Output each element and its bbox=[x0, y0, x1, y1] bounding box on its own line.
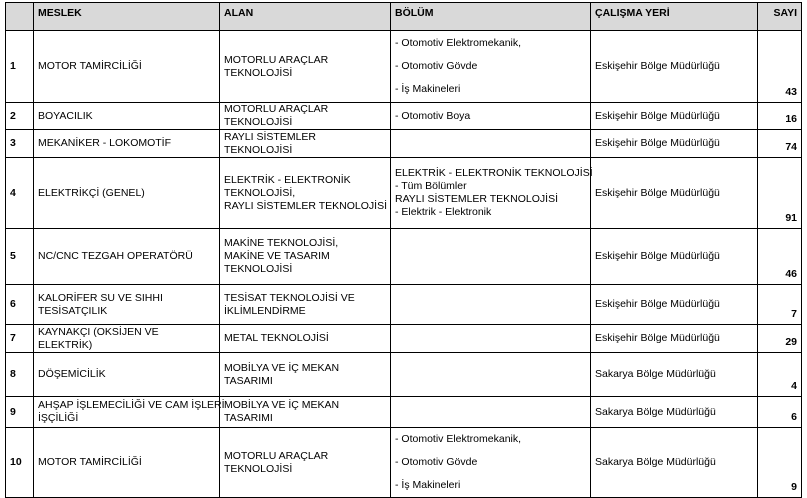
sayi-cell: 7 bbox=[758, 285, 802, 325]
meslek-cell: MEKANİKER - LOKOMOTİF bbox=[34, 130, 220, 158]
row-number: 7 bbox=[6, 325, 34, 353]
table-row bbox=[6, 103, 802, 130]
row-number: 1 bbox=[6, 31, 34, 103]
bolum-cell-line: ELEKTRİK - ELEKTRONİK TEKNOLOJİSİ bbox=[395, 167, 593, 179]
meslek-cell: NC/CNC TEZGAH OPERATÖRÜ bbox=[34, 229, 220, 285]
alan-cell bbox=[220, 229, 391, 285]
header-meslek: MESLEK bbox=[34, 3, 220, 31]
bolum-cell-line: - Tüm Bölümler bbox=[395, 180, 467, 192]
sayi-cell: 16 bbox=[758, 103, 802, 130]
bolum-cell bbox=[391, 31, 591, 103]
bolum-cell bbox=[391, 397, 591, 428]
header-calisma-yeri: ÇALIŞMA YERİ bbox=[591, 3, 758, 31]
table-row bbox=[6, 158, 802, 229]
sayi-cell: 46 bbox=[758, 229, 802, 285]
bolum-cell bbox=[391, 353, 591, 397]
alan-cell-line: MAKİNE VE TASARIM bbox=[224, 250, 330, 262]
alan-cell: RAYLI SİSTEMLER TEKNOLOJİSİ bbox=[220, 130, 391, 158]
header-row bbox=[6, 3, 802, 31]
calisma-yeri-cell: Eskişehir Bölge Müdürlüğü bbox=[591, 130, 758, 158]
alan-cell-line: ELEKTRİK - ELEKTRONİK bbox=[224, 173, 351, 186]
alan-cell: MOBİLYA VE İÇ MEKAN TASARIMI bbox=[220, 397, 391, 428]
table-body bbox=[6, 31, 802, 498]
row-number: 3 bbox=[6, 130, 34, 158]
meslek-cell: MOTOR TAMİRCİLİĞİ bbox=[34, 428, 220, 498]
alan-cell bbox=[220, 158, 391, 229]
sayi-cell: 74 bbox=[758, 130, 802, 158]
meslek-cell: ELEKTRİKÇİ (GENEL) bbox=[34, 158, 220, 229]
bolum-cell-line: - Otomotiv Elektromekanik, bbox=[395, 37, 522, 49]
row-number: 2 bbox=[6, 103, 34, 130]
table-row bbox=[6, 229, 802, 285]
sayi-cell: 9 bbox=[758, 428, 802, 498]
meslek-cell bbox=[34, 397, 225, 428]
calisma-yeri-cell: Sakarya Bölge Müdürlüğü bbox=[591, 428, 758, 498]
bolum-cell-line: - Otomotiv Gövde bbox=[395, 456, 478, 468]
calisma-yeri-cell: Eskişehir Bölge Müdürlüğü bbox=[591, 229, 758, 285]
header-bolum: BÖLÜM bbox=[391, 3, 591, 31]
meslek-cell-line: TESİSATÇILIK bbox=[38, 304, 108, 317]
alan-cell-line: RAYLI SİSTEMLER TEKNOLOJİSİ bbox=[224, 199, 387, 212]
bolum-cell bbox=[391, 285, 591, 325]
alan-cell-line: MAKİNE TEKNOLOJİSİ, bbox=[224, 237, 339, 249]
calisma-yeri-cell: Eskişehir Bölge Müdürlüğü bbox=[591, 158, 758, 229]
alan-cell: MOTORLU ARAÇLAR TEKNOLOJİSİ bbox=[220, 31, 391, 103]
bolum-cell bbox=[391, 229, 591, 285]
row-number: 6 bbox=[6, 285, 34, 325]
alan-cell: MOTORLU ARAÇLAR TEKNOLOJİSİ bbox=[220, 428, 391, 498]
row-number: 9 bbox=[6, 397, 34, 428]
alan-cell: MOTORLU ARAÇLAR TEKNOLOJİSİ bbox=[220, 103, 391, 130]
alan-cell-line: TESİSAT TEKNOLOJİSİ VE bbox=[224, 291, 355, 304]
meslek-cell: KAYNAKÇI (OKSİJEN VE ELEKTRİK) bbox=[34, 325, 220, 353]
bolum-cell bbox=[391, 428, 591, 498]
table-row bbox=[6, 325, 802, 353]
bolum-cell-line: - Otomotiv Boya bbox=[395, 109, 471, 122]
calisma-yeri-cell: Eskişehir Bölge Müdürlüğü bbox=[591, 31, 758, 103]
calisma-yeri-cell: Eskişehir Bölge Müdürlüğü bbox=[591, 285, 758, 325]
meslek-cell-line: KALORİFER SU VE SIHHI bbox=[38, 291, 163, 304]
sayi-cell: 29 bbox=[758, 325, 802, 353]
alan-cell bbox=[220, 285, 391, 325]
bolum-cell bbox=[391, 158, 591, 229]
row-number: 8 bbox=[6, 353, 34, 397]
meslek-cell: MOTOR TAMİRCİLİĞİ bbox=[34, 31, 220, 103]
bolum-cell-line: - Otomotiv Elektromekanik, bbox=[395, 433, 522, 445]
bolum-cell-line: RAYLI SİSTEMLER TEKNOLOJİSİ bbox=[395, 193, 558, 205]
sayi-cell: 43 bbox=[758, 31, 802, 103]
meslek-cell-line: İŞÇİLİĞİ bbox=[38, 412, 79, 424]
meslek-cell: DÖŞEMİCİLİK bbox=[34, 353, 220, 397]
meslek-cell-line: AHŞAP İŞLEMECİLİĞİ VE CAM İŞLERİ bbox=[38, 399, 225, 411]
alan-cell: METAL TEKNOLOJİSİ bbox=[220, 325, 391, 353]
sayi-cell: 4 bbox=[758, 353, 802, 397]
alan-cell-line: TEKNOLOJİSİ bbox=[224, 263, 293, 275]
table-row bbox=[6, 285, 802, 325]
row-number: 5 bbox=[6, 229, 34, 285]
bolum-cell-line: - Otomotiv Gövde bbox=[395, 60, 478, 72]
alan-cell: MOBİLYA VE İÇ MEKAN TASARIMI bbox=[220, 353, 391, 397]
header-sayi: SAYI bbox=[758, 3, 802, 31]
sayi-cell: 91 bbox=[758, 158, 802, 229]
table-row bbox=[6, 428, 802, 498]
sayi-cell: 6 bbox=[758, 397, 802, 428]
meslek-cell: BOYACILIK bbox=[34, 103, 220, 130]
calisma-yeri-cell: Eskişehir Bölge Müdürlüğü bbox=[591, 103, 758, 130]
meslek-cell bbox=[34, 285, 220, 325]
bolum-cell bbox=[391, 325, 591, 353]
header-no bbox=[6, 3, 34, 31]
bolum-cell-line: - İş Makineleri bbox=[395, 479, 461, 491]
row-number: 4 bbox=[6, 158, 34, 229]
bolum-cell bbox=[391, 130, 591, 158]
calisma-yeri-cell: Eskişehir Bölge Müdürlüğü bbox=[591, 325, 758, 353]
personnel-table bbox=[5, 2, 802, 498]
bolum-cell-line: - Elektrik - Elektronik bbox=[395, 206, 492, 218]
bolum-cell bbox=[391, 103, 591, 130]
table-row bbox=[6, 130, 802, 158]
row-number: 10 bbox=[6, 428, 34, 498]
table-row bbox=[6, 31, 802, 103]
calisma-yeri-cell: Sakarya Bölge Müdürlüğü bbox=[591, 397, 758, 428]
header-alan: ALAN bbox=[220, 3, 391, 31]
alan-cell-line: İKLİMLENDİRME bbox=[224, 304, 306, 317]
alan-cell-line: TEKNOLOJİSİ, bbox=[224, 186, 296, 199]
bolum-cell-line: - İş Makineleri bbox=[395, 83, 461, 95]
calisma-yeri-cell: Sakarya Bölge Müdürlüğü bbox=[591, 353, 758, 397]
table-row bbox=[6, 397, 802, 428]
table-row bbox=[6, 353, 802, 397]
